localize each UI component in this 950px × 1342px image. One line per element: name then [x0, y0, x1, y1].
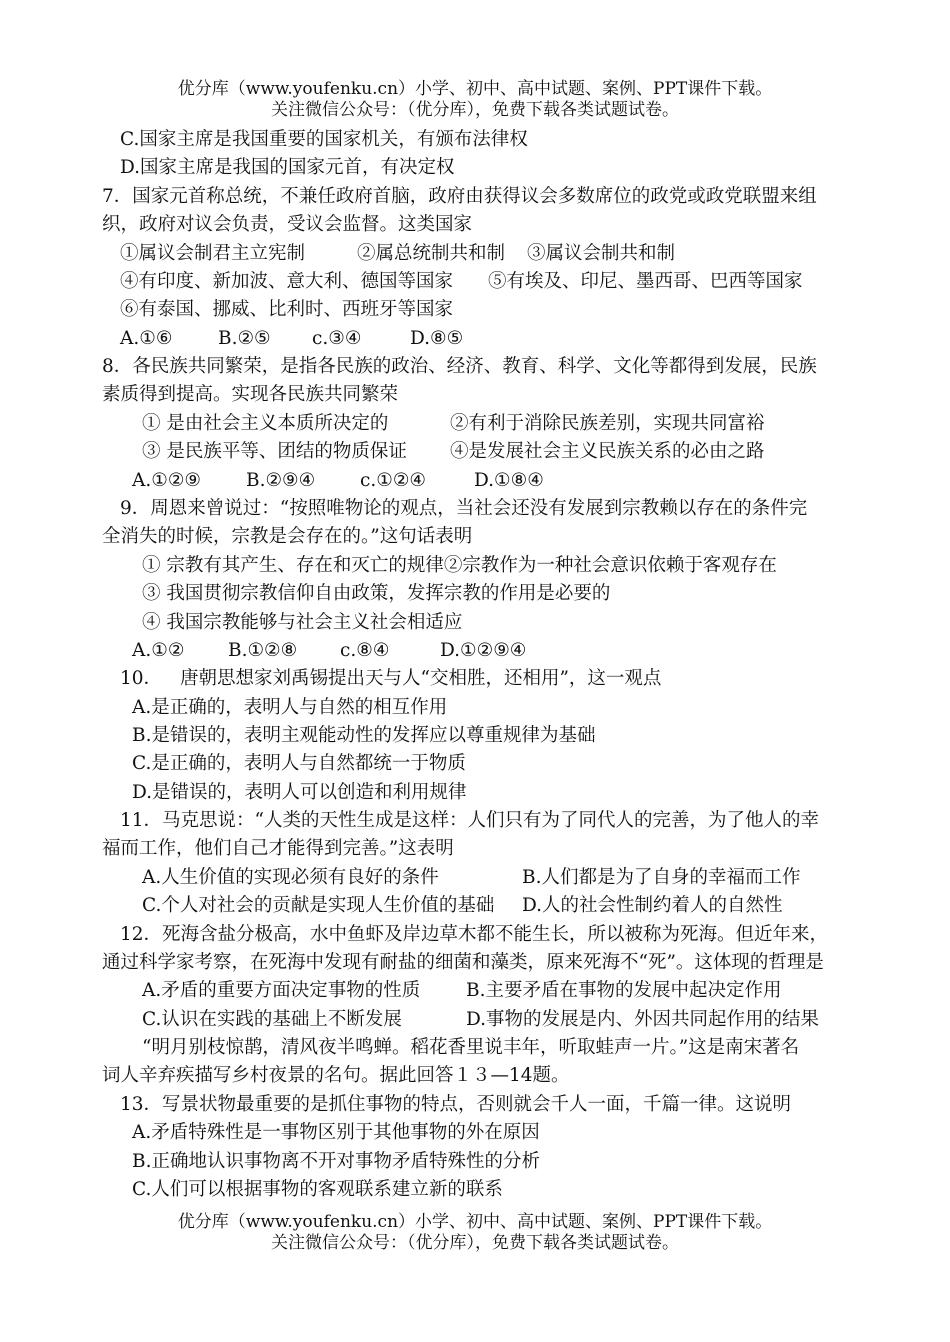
question-7-item-4: ④有印度、新加波、意大利、德国等国家: [120, 271, 454, 292]
question-13-choice-b: B.正确地认识事物离不开对事物矛盾特殊性的分析: [132, 1151, 540, 1172]
question-12-choice-a: A.矛盾的重要方面决定事物的性质: [142, 980, 421, 1001]
question-7-item-1: ①属议会制君主立宪制: [120, 243, 306, 264]
question-11-choice-a: A.人生价值的实现必须有良好的条件: [142, 867, 439, 888]
poem-intro-line-1: “明月别枝惊鹊，清风夜半鸣蝉。稻花香里说丰年，听取蛙声一片。”这是南宋著名: [142, 1037, 800, 1058]
question-9-item-3: ③ 我国贯彻宗教信仰自由政策，发挥宗教的作用是必要的: [142, 583, 611, 604]
question-12-choice-d: D.事物的发展是内、外因共同起作用的结果: [466, 1009, 820, 1030]
question-9-choice-c: c.⑧④: [340, 640, 390, 661]
option-6c: C.国家主席是我国重要的国家机关，有颁布法律权: [120, 129, 528, 150]
question-8-line-2: 素质得到提高。实现各民族共同繁荣: [102, 384, 399, 405]
question-13-choice-a: A.矛盾特殊性是一事物区别于其他事物的外在原因: [132, 1122, 540, 1143]
question-8-choice-b: B.②⑨④: [246, 470, 316, 491]
question-8-item-4: ④是发展社会主义民族关系的必由之路: [450, 441, 765, 462]
poem-intro-line-2: 词人辛弃疾描写乡村夜景的名句。据此回答１３—14题。: [102, 1065, 570, 1086]
question-11-line-1: 11．马克思说：“人类的天性生成是这样：人们只有为了同代人的完善，为了他人的幸: [120, 810, 820, 831]
question-7-item-6: ⑥有泰国、挪威、比利时、西班牙等国家: [120, 299, 454, 320]
question-9-choice-d: D.①②⑨④: [440, 640, 527, 661]
question-7-choice-b: B.②⑤: [218, 328, 271, 349]
question-9-line-1: 9．周恩来曾说过：“按照唯物论的观点，当社会还没有发展到宗教赖以存在的条件完: [120, 498, 808, 519]
question-9-item-1-2: ① 宗教有其产生、存在和灭亡的规律②宗教作为一种社会意识依赖于客观存在: [142, 555, 777, 576]
question-10-number: 10．: [120, 668, 163, 689]
question-11-choice-b: B.人们都是为了自身的幸福而工作: [522, 867, 801, 888]
question-12-line-1: 12．死海含盐分极高，水中鱼虾及岸边草木都不能生长，所以被称为死海。但近年来，: [120, 924, 829, 945]
question-10-choice-c: C.是正确的，表明人与自然都统一于物质: [132, 753, 466, 774]
question-7-choice-d: D.⑧⑤: [410, 328, 464, 349]
question-8-line-1: 8．各民族共同繁荣，是指各民族的政治、经济、教育、科学、文化等都得到发展，民族: [102, 356, 817, 377]
question-13-stem: 13．写景状物最重要的是抓住事物的特点，否则就会千人一面，千篇一律。这说明: [120, 1094, 792, 1115]
footer-line-1: 优分库（www.youfenku.cn）小学、初中、高中试题、案例、PPT课件下载。: [177, 1212, 773, 1232]
question-12-choice-b: B.主要矛盾在事物的发展中起决定作用: [466, 980, 782, 1001]
question-13-choice-c: C.人们可以根据事物的客观联系建立新的联系: [132, 1179, 503, 1200]
question-12-line-2: 通过科学家考察，在死海中发现有耐盐的细菌和藻类，原来死海不“死”。这体现的哲理是: [102, 952, 824, 973]
question-8-item-2: ②有利于消除民族差别，实现共同富裕: [450, 413, 765, 434]
question-11-line-2: 福而工作，他们自己才能得到完善。”这表明: [102, 838, 454, 859]
question-7-choice-a: A.①⑥: [120, 328, 173, 349]
question-7-item-2: ②属总统制共和制: [357, 243, 506, 264]
question-7-line-2: 织，政府对议会负责，受议会监督。这类国家: [102, 214, 473, 235]
option-6d: D.国家主席是我国的国家元首，有决定权: [120, 157, 455, 178]
question-7-choice-c: c.③④: [312, 328, 362, 349]
question-7-line-1: 7．国家元首称总统，不兼任政府首脑，政府由获得议会多数席位的政党或政党联盟来组: [102, 186, 817, 207]
question-10-choice-a: A.是正确的，表明人与自然的相互作用: [132, 697, 448, 718]
header-line-2: 关注微信公众号：（优分库），免费下载各类试题试卷。: [271, 100, 679, 120]
question-9-line-2: 全消失的时候，宗教是会存在的。”这句话表明: [102, 526, 473, 547]
question-8-choice-d: D.①⑧④: [474, 470, 544, 491]
question-12-choice-c: C.认识在实践的基础上不断发展: [142, 1009, 402, 1030]
question-8-choice-a: A.①②⑨: [132, 470, 201, 491]
question-9-choice-b: B.①②⑧: [228, 640, 298, 661]
footer-line-2: 关注微信公众号：（优分库），免费下载各类试题试卷。: [271, 1233, 679, 1253]
question-7-item-5: ⑤有埃及、印尼、墨西哥、巴西等国家: [488, 271, 803, 292]
question-8-choice-c: c.①②④: [360, 470, 426, 491]
question-7-item-3: ③属议会制共和制: [527, 243, 676, 264]
question-9-item-4: ④ 我国宗教能够与社会主义社会相适应: [142, 612, 463, 633]
header-line-1: 优分库（www.youfenku.cn）小学、初中、高中试题、案例、PPT课件下载。: [177, 79, 773, 99]
question-8-item-1: ① 是由社会主义本质所决定的: [142, 413, 389, 434]
question-11-choice-c: C.个人对社会的贡献是实现人生价值的基础: [142, 895, 495, 916]
question-10-stem: 唐朝思想家刘禹锡提出天与人“交相胜，还相用”，这一观点: [180, 668, 662, 689]
question-11-choice-d: D.人的社会性制约着人的自然性: [522, 895, 783, 916]
question-8-item-3: ③ 是民族平等、团结的物质保证: [142, 441, 407, 462]
question-10-choice-b: B.是错误的，表明主观能动性的发挥应以尊重规律为基础: [132, 725, 596, 746]
question-9-choice-a: A.①②: [132, 640, 185, 661]
question-10-choice-d: D.是错误的，表明人可以创造和利用规律: [132, 782, 467, 803]
